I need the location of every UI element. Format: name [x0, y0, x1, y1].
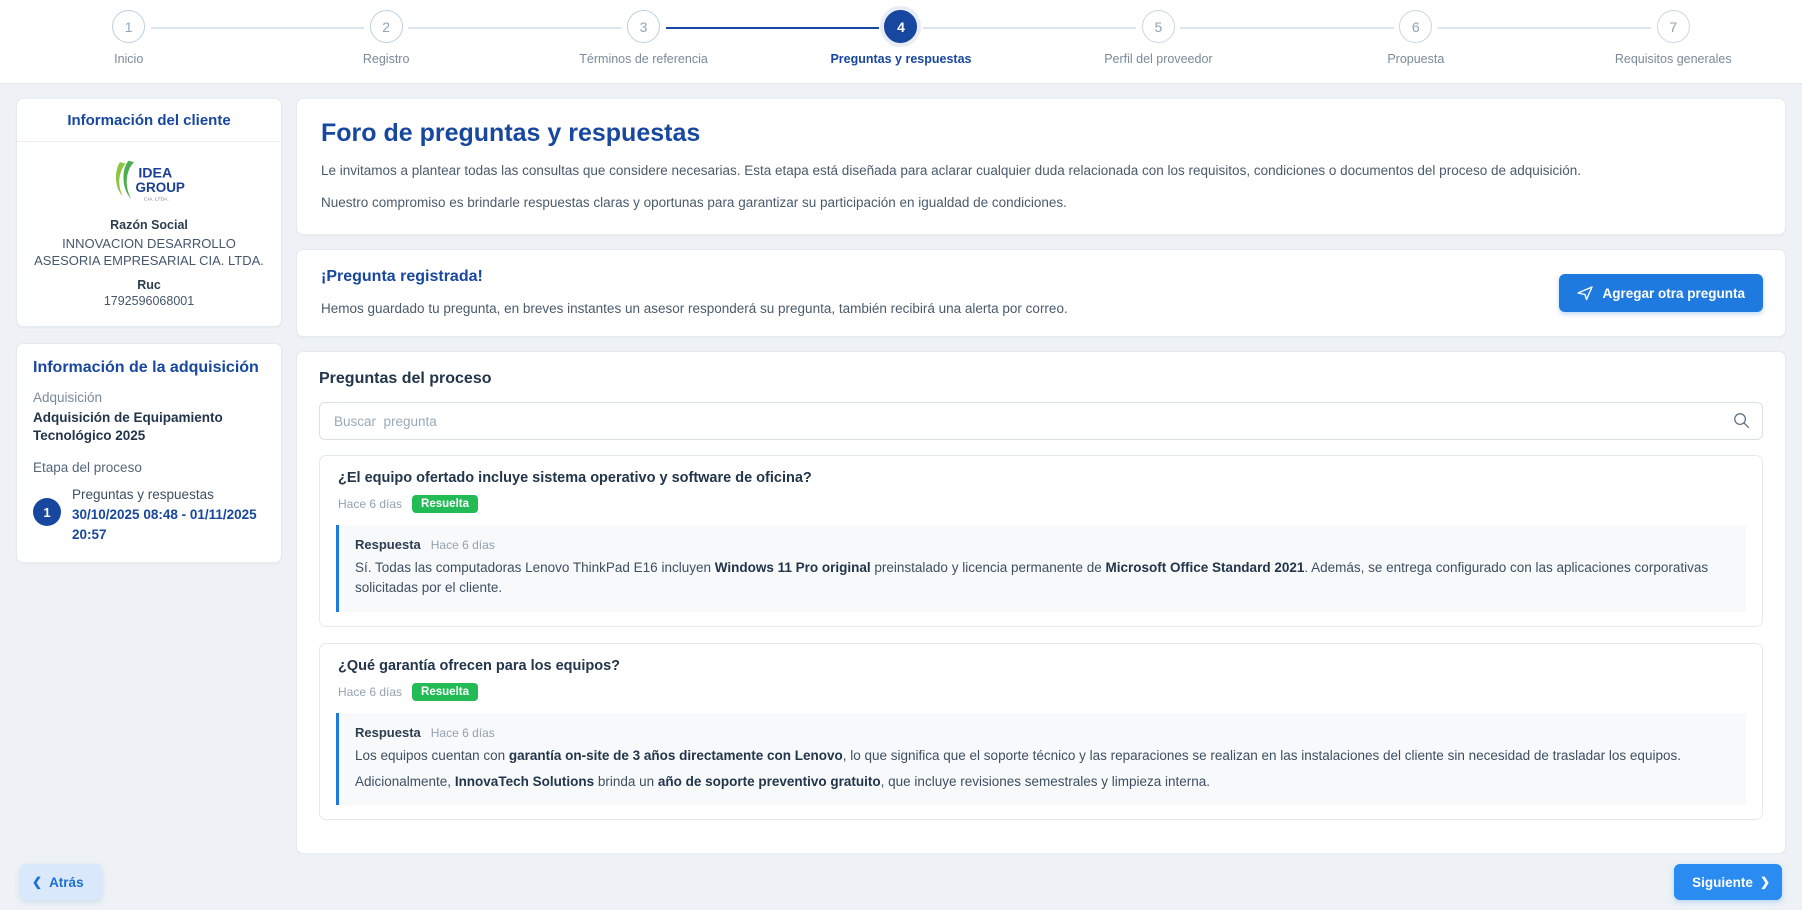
- razon-social-value: INNOVACION DESARROLLO ASESORIA EMPRESARIAL CIA. LTDA.: [34, 236, 264, 269]
- step-6[interactable]: [1287, 10, 1544, 66]
- back-button-label: Atrás: [49, 874, 84, 890]
- send-icon: [1577, 285, 1593, 301]
- chevron-right-icon: ❯: [1759, 875, 1770, 889]
- step-circle-7: 7: [1657, 10, 1690, 43]
- acquisition-info-card: [16, 343, 282, 564]
- footer-bar: [0, 854, 1802, 910]
- step-2[interactable]: [257, 10, 514, 66]
- step-circle-1: 1: [112, 10, 145, 43]
- sidebar: [16, 98, 282, 854]
- step-circle-6: 6: [1399, 10, 1432, 43]
- question-card[interactable]: [319, 455, 1763, 627]
- add-another-question-button[interactable]: [1559, 274, 1763, 312]
- client-info-title: Información del cliente: [17, 99, 281, 142]
- intro-paragraph-2: Nuestro compromiso es brindarle respuestas claras y oportunas para garantizar su participación en igualdad de condiciones.: [321, 194, 1067, 210]
- intro-panel: [296, 98, 1786, 235]
- question-text: ¿Qué garantía ofrecen para los equipos?: [338, 657, 621, 674]
- question-registered-panel: [296, 249, 1786, 337]
- svg-text:GROUP: GROUP: [135, 179, 185, 195]
- intro-paragraph-1: Le invitamos a plantear todas las consultas que considere necesarias. Esta etapa está diseñada para aclarar cualquier duda relacionada con los requisitos, condiciones o documentos del proceso de adquisición.: [321, 163, 1582, 178]
- main-content: [296, 98, 1786, 854]
- step-label-7: Requisitos generales: [1614, 52, 1732, 66]
- page-body: [0, 84, 1802, 854]
- questions-panel: [296, 351, 1786, 854]
- acquisition-info-body: [17, 390, 281, 563]
- search-icon[interactable]: [1733, 412, 1750, 434]
- stage-number: 1: [33, 498, 61, 526]
- step-label-6: Propuesta: [1387, 52, 1445, 66]
- status-badge: Resuelta: [412, 495, 478, 513]
- registered-title: ¡Pregunta registrada!: [321, 268, 483, 286]
- question-meta: [338, 683, 1744, 701]
- question-meta: [338, 495, 1744, 513]
- step-5[interactable]: [1030, 10, 1287, 66]
- step-label-5: Perfil del proveedor: [1104, 52, 1213, 66]
- answer-paragraph: Los equipos cuentan con garantía on-site de 3 años directamente con Lenovo, lo que significa que el soporte técnico y las reparaciones se realizan en las instalaciones del cliente sin necesidad de trasladar los equipos.: [355, 747, 1681, 763]
- step-4[interactable]: [772, 10, 1029, 66]
- acquisition-value: Adquisición de Equipamiento Tecnológico 2025: [33, 409, 223, 443]
- acquisition-label: Adquisición: [33, 389, 103, 405]
- step-1[interactable]: [0, 10, 257, 66]
- step-3[interactable]: [515, 10, 772, 66]
- step-label-4: Preguntas y respuestas: [830, 52, 972, 66]
- chevron-left-icon: ❮: [32, 875, 43, 889]
- ruc-label: Ruc: [137, 277, 161, 292]
- question-time: Hace 6 días: [338, 684, 403, 699]
- add-another-question-label: Agregar otra pregunta: [1602, 285, 1745, 301]
- step-circle-4: 4: [884, 10, 917, 43]
- step-label-2: Registro: [362, 52, 410, 66]
- step-circle-2: 2: [370, 10, 403, 43]
- answer-time: Hace 6 días: [430, 538, 495, 553]
- question-header: [320, 644, 1762, 713]
- step-7[interactable]: [1545, 10, 1802, 66]
- answer-paragraph: Sí. Todas las computadoras Lenovo ThinkPad E16 incluyen Windows 11 Pro original preinstalado y licencia permanente de Microsoft Office Standard 2021. Además, se entrega configurado con las aplicaciones corporativas solicitadas por el cliente.: [355, 560, 1709, 596]
- step-circle-5: 5: [1142, 10, 1175, 43]
- answer-paragraph: Adicionalmente, InnovaTech Solutions brinda un año de soporte preventivo gratuito, que incluye revisiones semestrales y limpieza interna.: [355, 773, 1211, 789]
- answer-block: [336, 525, 1746, 612]
- stage-dates: 30/10/2025 08:48 - 01/11/2025 20:57: [72, 507, 257, 542]
- answer-block: [336, 713, 1746, 806]
- questions-title: Preguntas del proceso: [319, 370, 492, 388]
- answer-label: Respuesta: [355, 537, 421, 553]
- stage-label: Etapa del proceso: [33, 460, 142, 476]
- stage-name: Preguntas y respuestas: [72, 487, 214, 503]
- step-circle-3: 3: [627, 10, 660, 43]
- client-info-body: [17, 142, 281, 326]
- idea-group-logo: [110, 156, 188, 208]
- search-wrapper: [319, 402, 1763, 440]
- step-label-1: Inicio: [114, 52, 144, 66]
- stage-details: [72, 485, 265, 544]
- process-stepper: [0, 0, 1802, 84]
- stage-row: [33, 485, 265, 544]
- next-button[interactable]: [1674, 864, 1782, 900]
- questions-list: [319, 455, 1763, 853]
- search-input[interactable]: [319, 402, 1763, 440]
- question-time: Hace 6 días: [338, 497, 403, 512]
- svg-text:CIA. LTDA.: CIA. LTDA.: [144, 197, 169, 203]
- question-text: ¿El equipo ofertado incluye sistema operativo y software de oficina?: [338, 470, 812, 487]
- answer-label: Respuesta: [355, 724, 421, 740]
- ruc-value: 1792596068001: [103, 293, 195, 308]
- question-header: [320, 456, 1762, 525]
- step-label-3: Términos de referencia: [579, 52, 708, 66]
- next-button-label: Siguiente: [1692, 874, 1753, 890]
- answer-header: [355, 725, 1730, 740]
- answer-time: Hace 6 días: [430, 725, 495, 740]
- page-title: Foro de preguntas y respuestas: [321, 119, 701, 147]
- status-badge: Resuelta: [412, 683, 478, 701]
- client-info-card: [16, 98, 282, 327]
- back-button[interactable]: [20, 864, 102, 900]
- registered-text: Hemos guardado tu pregunta, en breves instantes un asesor responderá su pregunta, también recibirá una alerta por correo.: [321, 301, 1068, 317]
- client-logo-wrap: [31, 156, 267, 208]
- question-card[interactable]: [319, 643, 1763, 821]
- razon-social-label: Razón Social: [110, 218, 188, 232]
- acquisition-info-title: Información de la adquisición: [33, 358, 259, 376]
- svg-text:IDEA: IDEA: [138, 165, 173, 182]
- answer-header: [355, 537, 1730, 552]
